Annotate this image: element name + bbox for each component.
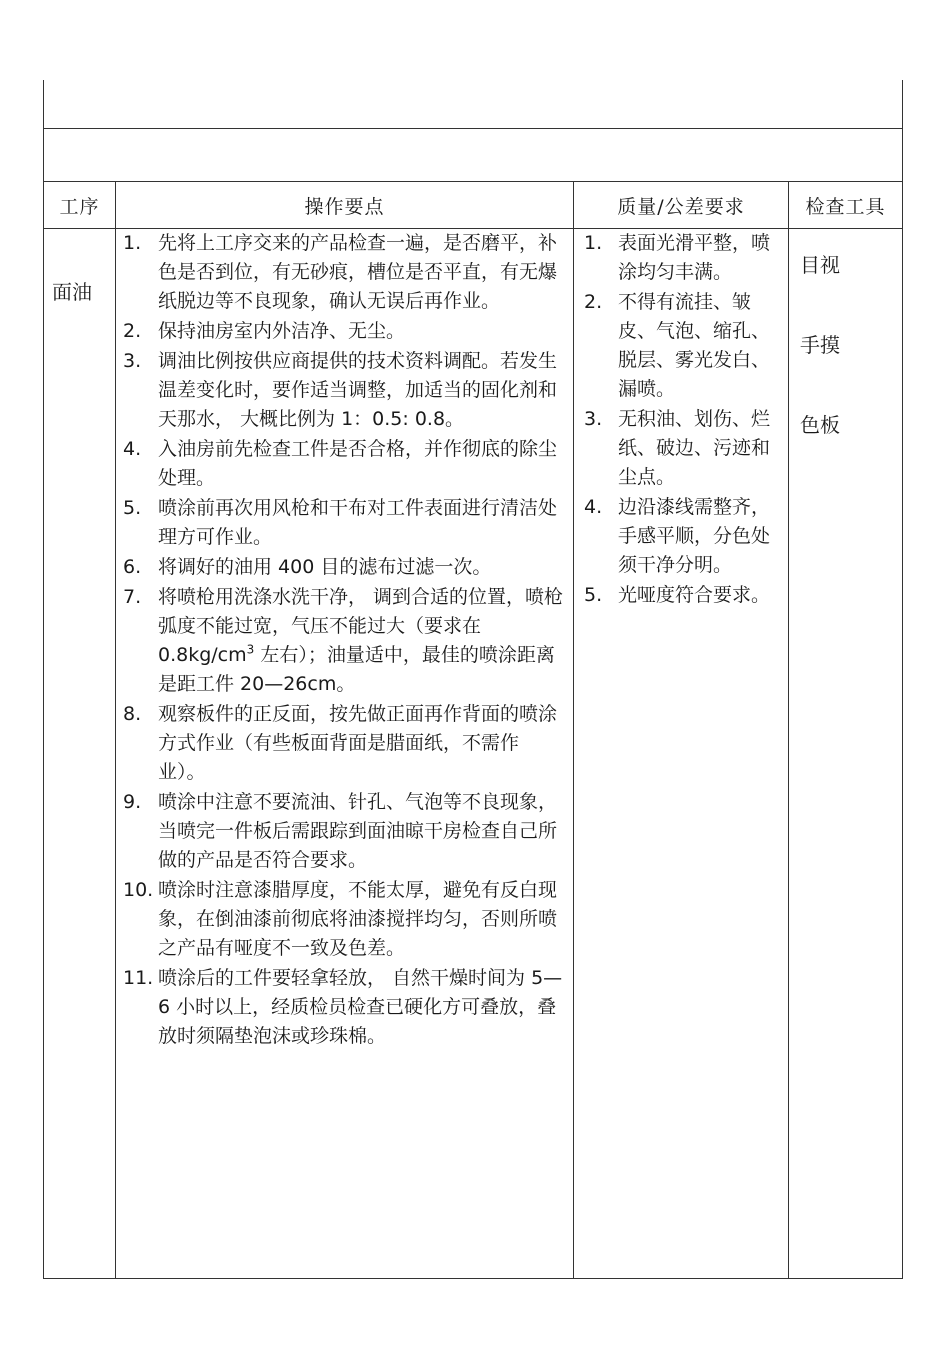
column-divider — [573, 182, 574, 1279]
tool-item: 目视 — [800, 253, 840, 277]
operation-step: 9. 喷涂中注意不要流油、针孔、气泡等不良现象，当喷完一件板后需跟踪到面油晾干房检查自己所做的产品是否符合要求。 — [123, 791, 558, 871]
row-divider — [43, 128, 903, 129]
tool-item: 色板 — [800, 413, 840, 437]
operation-step: 2. 保持油房室内外洁净、无尘。 — [123, 320, 406, 342]
operation-step: 7. 将喷枪用洗涤水洗干净， 调到合适的位置，喷枪弧度不能过宽，气压不能过大（要求在 $0.8kg/cm^3$ 左右）；油量适中，最佳的喷涂距离是距工件 20—26cm。 — [123, 586, 564, 695]
operation-step: 5. 喷涂前再次用风枪和干布对工件表面进行清洁处理方可作业。 — [123, 497, 558, 548]
table-border-left — [43, 80, 44, 1279]
quality-item: 4. 边沿漆线需整齐，手感平顺，分色处须干净分明。 — [584, 496, 771, 576]
column-divider — [115, 182, 116, 1279]
table-border-right — [902, 80, 903, 1279]
operation-step: 8. 观察板件的正反面，按先做正面再作背面的喷涂方式作业（有些板面背面是腊面纸，不需作业）。 — [123, 703, 558, 783]
table-border-bottom — [43, 1278, 903, 1279]
operation-step: 11. 喷涂后的工件要轻拿轻放， 自然干燥时间为 5—6 小时以上，经质检员检查已硬化方可叠放，叠放时须隔垫泡沫或珍珠棉。 — [123, 967, 563, 1047]
header-process: 工序 — [59, 195, 100, 218]
quality-item: 3. 无积油、划伤、烂纸、破边、污迹和尘点。 — [584, 408, 771, 488]
quality-item: 2. 不得有流挂、皱皮、气泡、缩孔、脱层、雾光发白、漏喷。 — [584, 291, 771, 400]
operation-steps — [123, 229, 565, 1052]
header-tools: 检查工具 — [805, 195, 886, 218]
quality-item: 1. 表面光滑平整，喷涂均匀丰满。 — [584, 232, 771, 283]
header-quality: 质量/公差要求 — [617, 195, 745, 218]
operation-step: 6. 将调好的油用 400 目的滤布过滤一次。 — [123, 556, 492, 578]
tool-item: 手摸 — [800, 333, 840, 357]
inspection-tools — [800, 251, 890, 491]
operation-step: 1. 先将上工序交来的产品检查一遍，是否磨平，补色是否到位，有无砂痕，槽位是否平直，有无爆纸脱边等不良现象，确认无误后再作业。 — [123, 232, 558, 312]
operation-step: 3. 调油比例按供应商提供的技术资料调配。若发生温差变化时，要作适当调整，加适当的固化剂和天那水， 大概比例为 1：0.5: 0.8。 — [123, 350, 558, 430]
process-name: 面油 — [52, 280, 92, 304]
column-divider — [788, 182, 789, 1279]
quality-requirements — [584, 229, 782, 611]
quality-item: 5. 光哑度符合要求。 — [584, 584, 771, 606]
operation-step: 10. 喷涂时注意漆腊厚度，不能太厚，避免有反白现象，在倒油漆前彻底将油漆搅拌均匀，否则所喷之产品有哑度不一致及色差。 — [123, 879, 558, 959]
operation-step: 4. 入油房前先检查工件是否合格，并作彻底的除尘处理。 — [123, 438, 558, 489]
header-operations: 操作要点 — [304, 195, 385, 218]
